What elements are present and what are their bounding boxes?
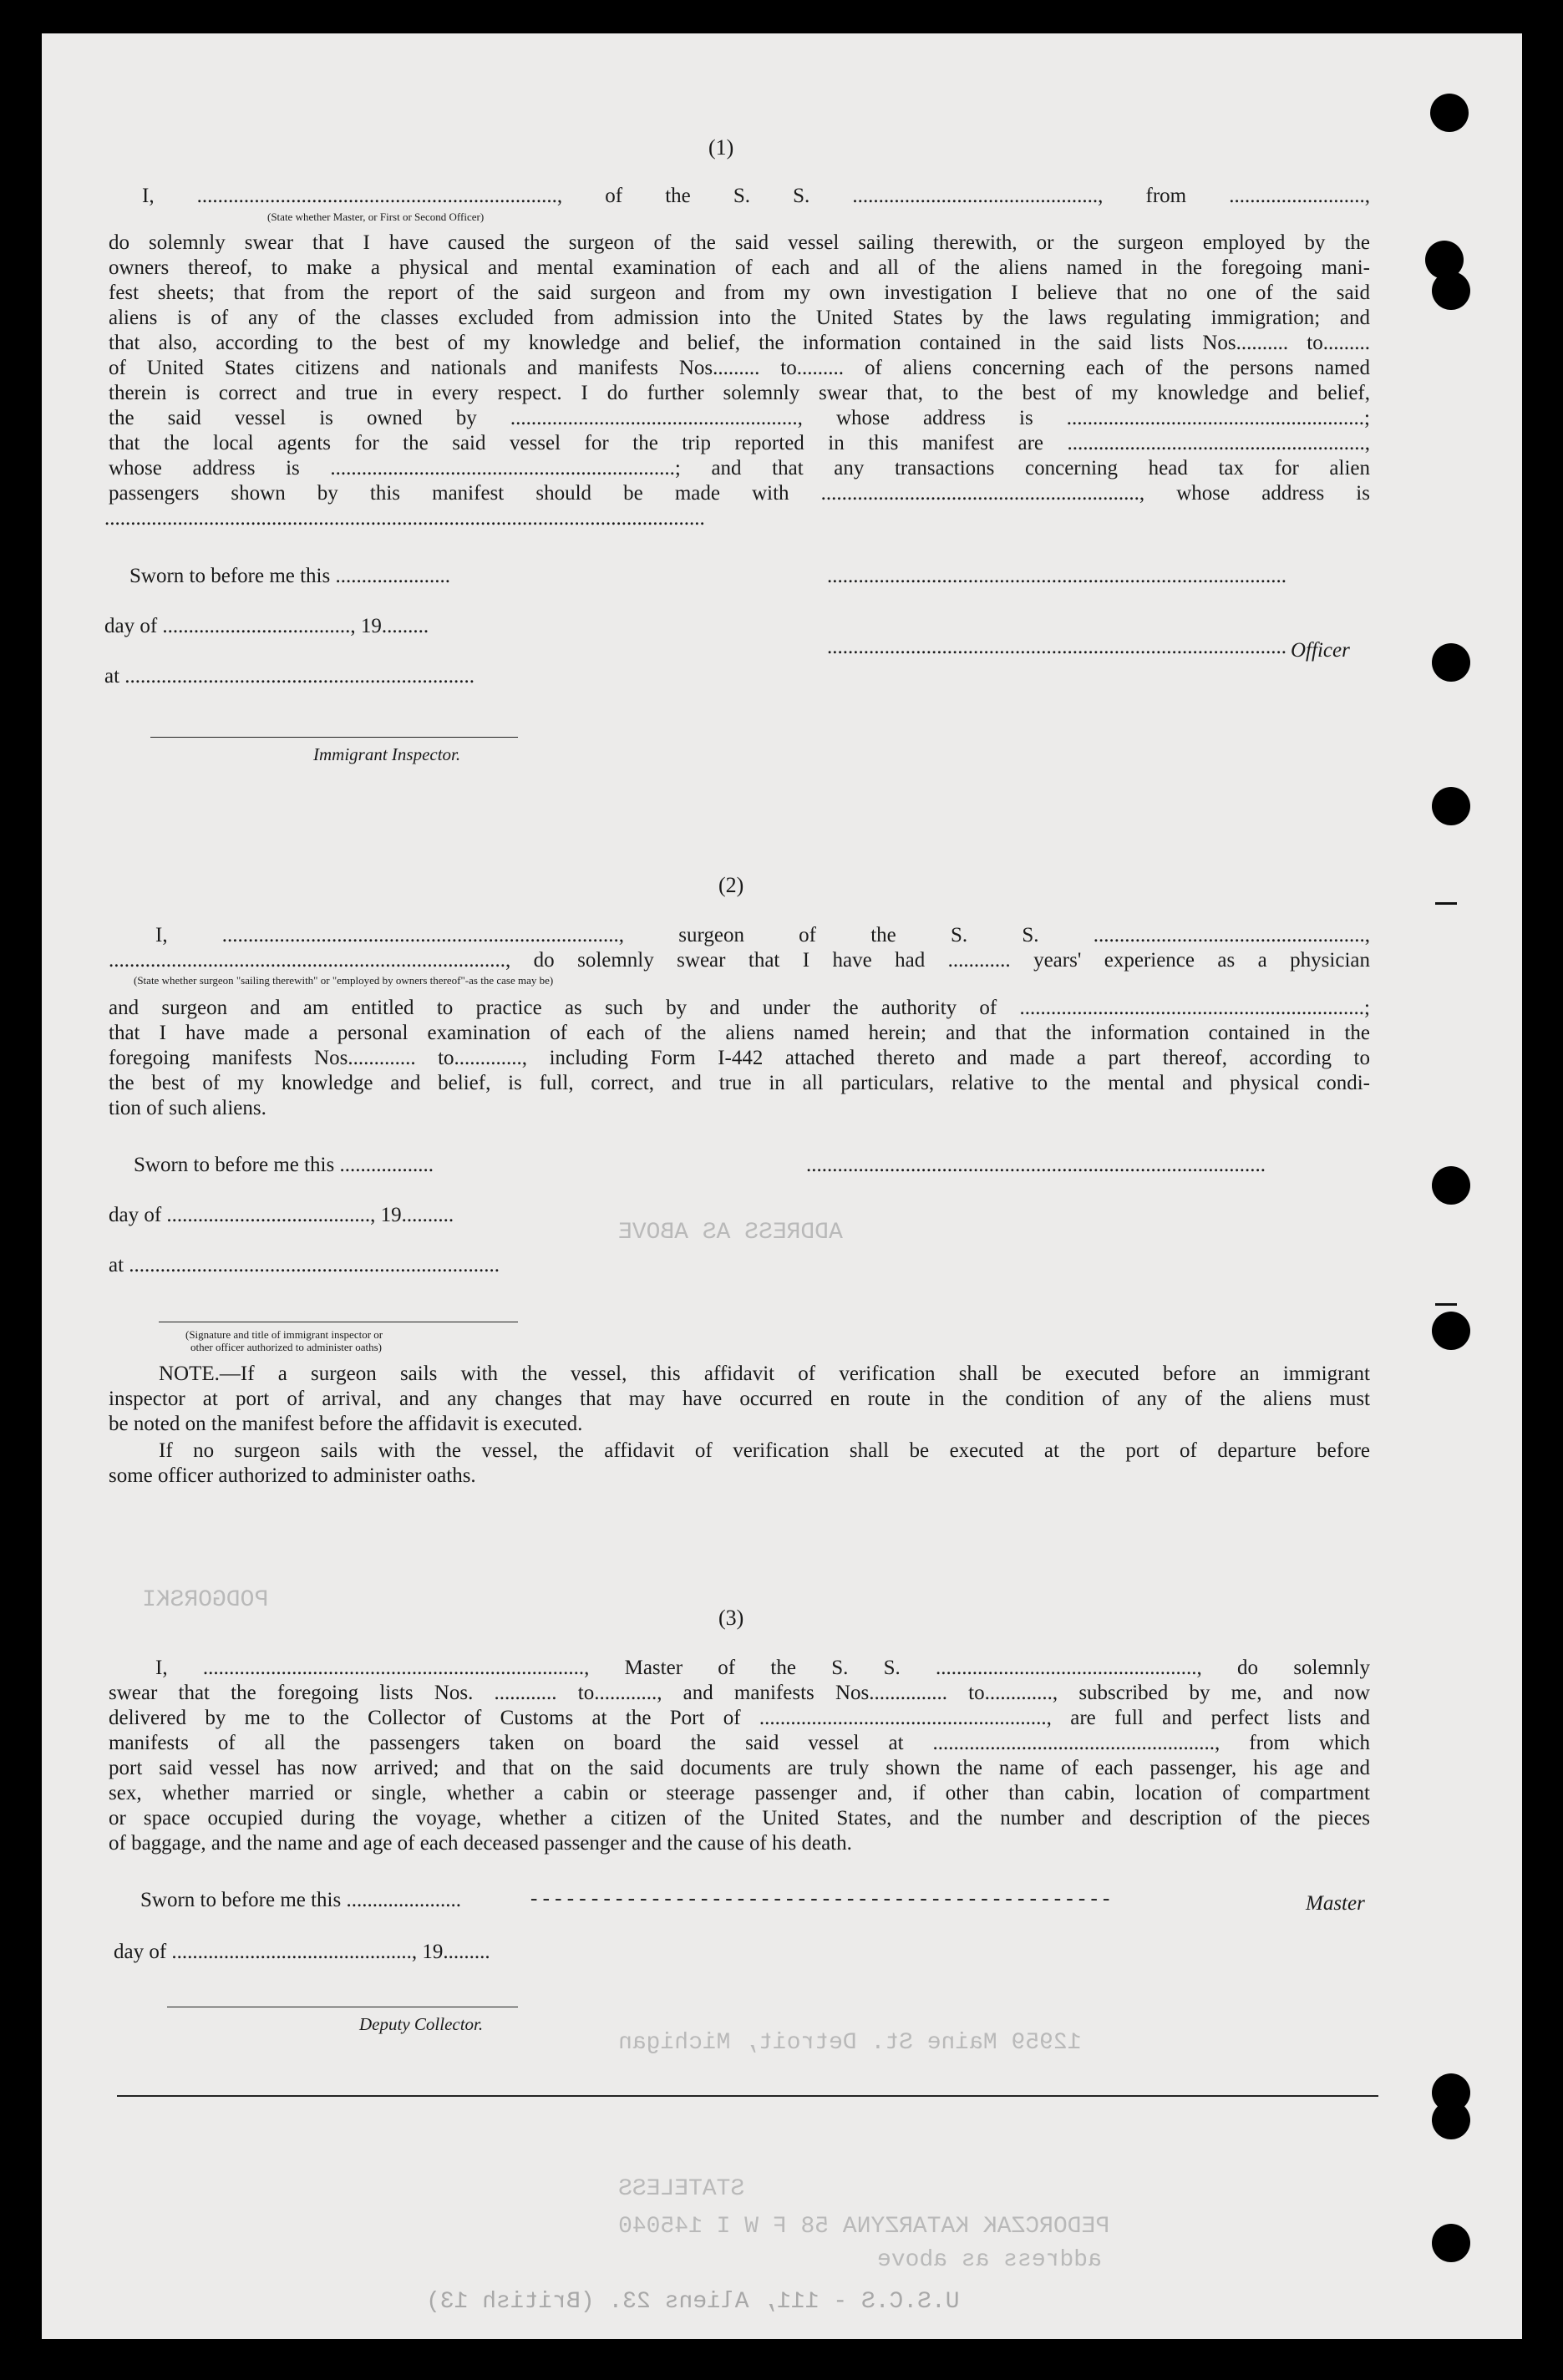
note-line: If no surgeon sails with the vessel, the affidavit of verification shall be executed at the port of departure before <box>159 1439 1370 1462</box>
bleed-through-text: PODGORSKI <box>142 1587 269 1613</box>
affidavit-line: do solemnly swear that I have caused the surgeon of the said vessel sailing therewith, or the surgeon employed by the <box>109 231 1370 254</box>
bleed-through-text: STATELESS <box>618 2176 745 2202</box>
officer-label: Officer <box>1291 639 1350 662</box>
affidavit-line: that the local agents for the said vessel for the trip reported in this manifest are ........................................................., <box>109 432 1370 454</box>
margin-mark <box>1435 1303 1457 1306</box>
binder-hole <box>1432 2224 1470 2262</box>
note-line: NOTE.—If a surgeon sails with the vessel, this affidavit of verification shall be executed before an immigrant <box>159 1363 1370 1385</box>
affidavit-line: the said vessel is owned by ......................................................., whose address is .........................................................; <box>109 407 1370 429</box>
affidavit-line: port said vessel has now arrived; and that on the said documents are truly shown the name of each passenger, his age and <box>109 1757 1370 1779</box>
affidavit-line: ................................................................................................................... <box>104 507 705 530</box>
sworn-line: Sworn to before me this ...................... <box>140 1889 461 1911</box>
affidavit-opening: I, ............................................................................, surgeon of the S. S. ...................................................., <box>155 924 1370 946</box>
signature-note: other officer authorized to administer oaths) <box>190 1341 382 1353</box>
affidavit-line: ............................................................................, do solemnly swear that I have had ............ years' experience as a physician <box>109 949 1370 972</box>
bleed-through-text: ADDRESS AS ABOVE <box>618 1220 843 1246</box>
section-number: (1) <box>708 135 734 160</box>
day-line: day of .............................................., 19......... <box>114 1941 490 1963</box>
affidavit-line: or space occupied during the voyage, whether a citizen of the United States, and the number and description of the pieces <box>109 1807 1370 1829</box>
affidavit-line: of baggage, and the name and age of each deceased passenger and the cause of his death. <box>109 1832 852 1855</box>
field-note: (State whether Master, or First or Second Officer) <box>267 211 485 223</box>
bleed-through-text: 12959 Maine St. Detroit, Michigan <box>618 2030 1082 2056</box>
affidavit-line: tion of such aliens. <box>109 1097 266 1119</box>
sworn-line: Sworn to before me this ...................... <box>129 565 450 587</box>
field-note: (State whether surgeon "sailing therewith" or "employed by owners thereof"-as the case may be) <box>134 974 554 987</box>
binder-hole <box>1432 787 1470 825</box>
day-line: day of ...................................., 19......... <box>104 615 429 637</box>
binder-hole <box>1430 94 1469 132</box>
bleed-through-text: address as above <box>877 2247 1102 2273</box>
affidavit-line: I, ........................................................................., Master of the S. S. .................................................., do solemnly <box>155 1657 1370 1679</box>
affidavit-line: sex, whether married or single, whether a cabin or steerage passenger and, if other than cabin, location of compartment <box>109 1782 1370 1804</box>
affidavit-line: of United States citizens and nationals and manifests Nos......... to......... of aliens concerning each of the persons named <box>109 357 1370 379</box>
note-line: be noted on the manifest before the affidavit is executed. <box>109 1413 583 1435</box>
bleed-through-text: PEDORCZAK KATARZYNA 58 F W I 145040 <box>618 2214 1110 2240</box>
affidavit-line: manifests of all the passengers taken on board the said vessel at ......................................................, from which <box>109 1732 1370 1754</box>
affidavit-line: and surgeon and am entitled to practice as such by and under the authority of ..................................................................; <box>109 997 1370 1019</box>
affidavit-line: the best of my knowledge and belief, is full, correct, and true in all particulars, relative to the mental and physical condi- <box>109 1072 1370 1094</box>
affidavit-line: swear that the foregoing lists Nos. ............ to............, and manifests Nos............... to............., subscribed by me, and now <box>109 1682 1370 1704</box>
affidavit-line: whose address is ..................................................................; and that any transactions concerning head tax for alien <box>109 457 1370 480</box>
binder-hole <box>1432 1312 1470 1350</box>
master-label: Master <box>1306 1892 1365 1915</box>
master-signature-line: - - - - - - - - - - - - - - - - - - - - - - - - - - - - - - - - - - - - - - - - - - - - - - - - <box>530 1887 1110 1910</box>
binder-hole <box>1432 1166 1470 1205</box>
inspector-label: Immigrant Inspector. <box>313 744 461 764</box>
margin-mark <box>1435 902 1457 905</box>
affidavit-line: passengers shown by this manifest should be made with ............................................................., whose address is <box>109 482 1370 505</box>
binder-hole <box>1432 2101 1470 2139</box>
signature-line: ........................................................................................ <box>806 1154 1266 1176</box>
at-line: at ....................................................................... <box>109 1254 500 1276</box>
footer-rule <box>117 2095 1378 2097</box>
binder-hole <box>1432 271 1470 310</box>
deputy-collector-label: Deputy Collector. <box>359 2014 484 2034</box>
affidavit-line: that I have made a personal examination of each of the aliens named herein; and that the information contained in the <box>109 1022 1370 1044</box>
affidavit-line: owners thereof, to make a physical and mental examination of each and all of the aliens named in the foregoing mani- <box>109 256 1370 279</box>
affidavit-line: delivered by me to the Collector of Customs at the Port of ......................................................., are full and perfect lists and <box>109 1707 1370 1729</box>
affidavit-opening: I, ....................................................................., of the S. S. ..............................................., from .........................., <box>142 185 1370 207</box>
signature-note: (Signature and title of immigrant inspector or <box>185 1328 383 1341</box>
note-line: inspector at port of arrival, and any changes that may have occurred en route in the condition of any of the aliens must <box>109 1388 1370 1410</box>
section-number: (2) <box>718 873 744 897</box>
affidavit-line: aliens is of any of the classes excluded from admission into the United States by the laws regulating immigration; and <box>109 307 1370 329</box>
signature-rule <box>150 737 518 738</box>
document-page <box>42 33 1522 2339</box>
officer-signature-line: ........................................................................................ <box>827 565 1286 587</box>
sworn-line: Sworn to before me this .................. <box>134 1154 434 1176</box>
note-line: some officer authorized to administer oaths. <box>109 1464 476 1487</box>
day-line: day of ......................................., 19.......... <box>109 1204 454 1226</box>
affidavit-line: that also, according to the best of my knowledge and belief, the information contained in the said lists Nos.......... to......... <box>109 332 1370 354</box>
bleed-through-text: U.S.C.S - 111, Aliens 23. (British 13) <box>426 2289 960 2315</box>
affidavit-line: fest sheets; that from the report of the said surgeon and from my own investigation I believe that no one of the said <box>109 282 1370 304</box>
affidavit-line: therein is correct and true in every respect. I do further solemnly swear that, to the best of my knowledge and belief, <box>109 382 1370 404</box>
officer-signature-line: ........................................................................................ <box>827 636 1286 658</box>
at-line: at ................................................................... <box>104 665 475 688</box>
affidavit-line: foregoing manifests Nos............. to............., including Form I-442 attached thereto and made a part thereof, according to <box>109 1047 1370 1069</box>
section-number: (3) <box>718 1606 744 1630</box>
binder-hole <box>1432 643 1470 682</box>
